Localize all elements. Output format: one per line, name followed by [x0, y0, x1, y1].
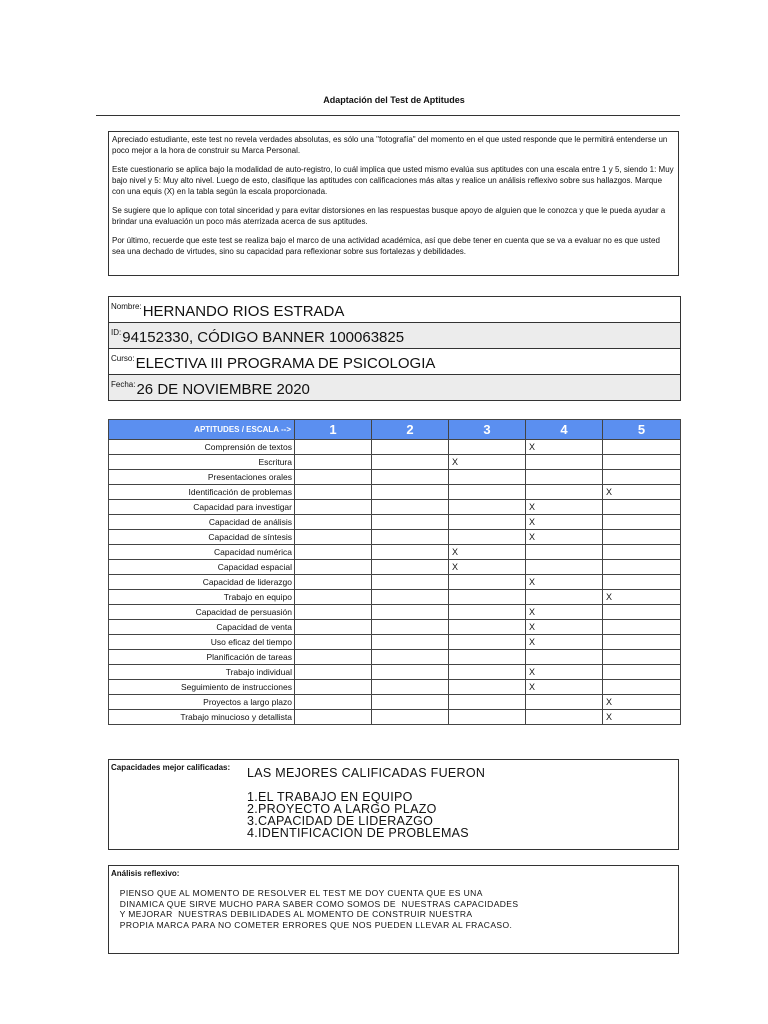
rating-cell-4[interactable]: X	[526, 440, 603, 455]
fecha-field[interactable]: 26 DE NOVIEMBRE 2020	[136, 381, 310, 398]
table-row	[109, 710, 681, 725]
rating-cell-1[interactable]	[295, 515, 372, 530]
rating-cell-3[interactable]	[449, 635, 526, 650]
rating-cell-1[interactable]	[295, 440, 372, 455]
fecha-label: Fecha:	[111, 380, 136, 389]
rating-cell-2[interactable]	[372, 545, 449, 560]
rating-cell-5[interactable]	[603, 680, 681, 695]
rating-cell-4[interactable]: X	[526, 665, 603, 680]
aptitude-name: Capacidad de síntesis	[109, 530, 295, 545]
reflection-line: PROPIA MARCA PARA NO COMETER ERRORES QUE NOS PUEDEN LLEVAR AL FRACASO.	[117, 919, 513, 930]
aptitude-name: Capacidad de análisis	[109, 515, 295, 530]
rating-cell-2[interactable]	[372, 665, 449, 680]
table-row	[109, 470, 681, 485]
rating-cell-4[interactable]	[526, 470, 603, 485]
rating-cell-2[interactable]	[372, 620, 449, 635]
rating-cell-4[interactable]: X	[526, 530, 603, 545]
aptitudes-table-body	[109, 440, 681, 725]
rating-cell-3[interactable]	[449, 650, 526, 665]
intro-box	[108, 131, 679, 276]
id-label: ID:	[111, 328, 122, 337]
rating-cell-5[interactable]	[603, 440, 681, 455]
id-field[interactable]: 94152330, CÓDIGO BANNER 100063825	[122, 329, 405, 346]
rating-cell-2[interactable]	[372, 530, 449, 545]
table-row	[109, 500, 681, 515]
rating-cell-3[interactable]	[449, 680, 526, 695]
rating-cell-4[interactable]	[526, 695, 603, 710]
rating-cell-1[interactable]	[295, 575, 372, 590]
rating-cell-5[interactable]	[603, 515, 681, 530]
curso-label: Curso:	[111, 354, 135, 363]
nombre-row	[109, 297, 680, 323]
best-rated-line: 1.EL TRABAJO EN EQUIPO	[247, 790, 413, 804]
rating-cell-2[interactable]	[372, 515, 449, 530]
rating-cell-2[interactable]	[372, 635, 449, 650]
rating-cell-1[interactable]	[295, 710, 372, 725]
aptitude-name: Proyectos a largo plazo	[109, 695, 295, 710]
rating-cell-2[interactable]	[372, 560, 449, 575]
aptitudes-scale-header: APTITUDES / ESCALA -->	[109, 420, 295, 440]
rating-cell-1[interactable]	[295, 635, 372, 650]
aptitude-name: Planificación de tareas	[109, 650, 295, 665]
rating-cell-2[interactable]	[372, 470, 449, 485]
rating-cell-4[interactable]: X	[526, 575, 603, 590]
title-divider	[96, 115, 680, 116]
rating-cell-3[interactable]	[449, 515, 526, 530]
aptitude-name: Escritura	[109, 455, 295, 470]
rating-cell-3[interactable]	[449, 665, 526, 680]
rating-cell-5[interactable]: X	[603, 485, 681, 500]
reflection-line: PIENSO QUE AL MOMENTO DE RESOLVER EL TEST ME DOY CUENTA QUE ES UNA	[117, 888, 483, 898]
rating-cell-4[interactable]: X	[526, 605, 603, 620]
scale-header-1: 1	[295, 420, 372, 440]
rating-cell-3[interactable]	[449, 575, 526, 590]
rating-cell-4[interactable]	[526, 590, 603, 605]
rating-cell-1[interactable]	[295, 590, 372, 605]
aptitude-name: Capacidad espacial	[109, 560, 295, 575]
rating-cell-2[interactable]	[372, 605, 449, 620]
rating-cell-5[interactable]	[603, 470, 681, 485]
rating-cell-3[interactable]	[449, 695, 526, 710]
rating-cell-5[interactable]	[603, 455, 681, 470]
rating-cell-3[interactable]	[449, 500, 526, 515]
rating-cell-4[interactable]: X	[526, 515, 603, 530]
table-row	[109, 605, 681, 620]
rating-cell-5[interactable]: X	[603, 590, 681, 605]
rating-cell-1[interactable]	[295, 680, 372, 695]
table-header-row	[109, 420, 681, 440]
best-rated-text[interactable]	[247, 767, 485, 839]
rating-cell-2[interactable]	[372, 455, 449, 470]
rating-cell-1[interactable]	[295, 470, 372, 485]
rating-cell-1[interactable]	[295, 620, 372, 635]
rating-cell-2[interactable]	[372, 650, 449, 665]
best-rated-line: 2.PROYECTO A LARGO PLAZO	[247, 802, 437, 816]
rating-cell-1[interactable]	[295, 545, 372, 560]
rating-cell-1[interactable]	[295, 455, 372, 470]
rating-cell-2[interactable]	[372, 710, 449, 725]
rating-cell-3[interactable]	[449, 470, 526, 485]
best-rated-line: LAS MEJORES CALIFICADAS FUERON	[247, 766, 486, 780]
curso-field[interactable]: ELECTIVA III PROGRAMA DE PSICOLOGIA	[135, 355, 436, 372]
table-row	[109, 680, 681, 695]
rating-cell-1[interactable]	[295, 530, 372, 545]
rating-cell-5[interactable]: X	[603, 710, 681, 725]
nombre-label: Nombre:	[111, 302, 142, 311]
rating-cell-2[interactable]	[372, 590, 449, 605]
rating-cell-4[interactable]	[526, 710, 603, 725]
best-rated-line: 4.IDENTIFICACION DE PROBLEMAS	[247, 826, 469, 840]
intro-paragraph: Este cuestionario se aplica bajo la modalidad de auto-registro, lo cuál implica que usted mismo evalúa sus aptitudes con una escala entre 1 y 5, siendo 1: Muy bajo nivel y 5: Muy alto nivel. Luego de esto, clasifique las aptitudes con calificaciones más altas y realice un análisis reflexivo sobre sus hallazgos. Marque con una equis (X) en la tabla según la escala proporcionada.	[112, 165, 674, 196]
reflection-text[interactable]	[117, 888, 518, 930]
rating-cell-2[interactable]	[372, 575, 449, 590]
rating-cell-2[interactable]	[372, 485, 449, 500]
reflection-box	[108, 865, 679, 954]
table-row	[109, 515, 681, 530]
rating-cell-2[interactable]	[372, 440, 449, 455]
table-row	[109, 455, 681, 470]
reflection-line: Y MEJORAR NUESTRAS DEBILIDADES AL MOMENTO DE CONSTRUIR NUESTRA	[117, 909, 473, 919]
rating-cell-4[interactable]: X	[526, 680, 603, 695]
rating-cell-4[interactable]: X	[526, 635, 603, 650]
table-row	[109, 485, 681, 500]
aptitude-name: Seguimiento de instrucciones	[109, 680, 295, 695]
scale-header-5: 5	[603, 420, 681, 440]
rating-cell-5[interactable]	[603, 635, 681, 650]
rating-cell-5[interactable]	[603, 665, 681, 680]
rating-cell-3[interactable]	[449, 530, 526, 545]
fecha-row	[109, 375, 680, 401]
reflection-label: Análisis reflexivo:	[111, 869, 180, 878]
intro-paragraph: Se sugiere que lo aplique con total sinceridad y para evitar distorsiones en las respuestas busque apoyo de alguien que le conozca y que le pueda ayudar a brindar una evaluación un poco más aterrizada acerca de sus aptitudes.	[112, 206, 666, 226]
table-row	[109, 665, 681, 680]
rating-cell-3[interactable]	[449, 485, 526, 500]
aptitude-name: Presentaciones orales	[109, 470, 295, 485]
aptitude-name: Trabajo individual	[109, 665, 295, 680]
best-rated-box	[108, 759, 679, 850]
scale-header-2: 2	[372, 420, 449, 440]
table-row	[109, 560, 681, 575]
rating-cell-3[interactable]: X	[449, 545, 526, 560]
aptitude-name: Capacidad para investigar	[109, 500, 295, 515]
aptitudes-table	[108, 419, 681, 725]
rating-cell-1[interactable]	[295, 500, 372, 515]
student-info-form	[108, 296, 681, 401]
table-row	[109, 530, 681, 545]
nombre-field[interactable]: HERNANDO RIOS ESTRADA	[142, 303, 345, 320]
aptitude-name: Capacidad de liderazgo	[109, 575, 295, 590]
rating-cell-3[interactable]	[449, 710, 526, 725]
intro-paragraph: Apreciado estudiante, este test no revela verdades absolutas, es sólo una "fotografía" del momento en el que usted responde que le permitirá entenderse un poco mejor a la hora de construir su Marca Personal.	[112, 135, 668, 155]
table-row	[109, 545, 681, 560]
rating-cell-1[interactable]	[295, 560, 372, 575]
rating-cell-1[interactable]	[295, 695, 372, 710]
aptitude-name: Uso eficaz del tiempo	[109, 635, 295, 650]
table-row	[109, 620, 681, 635]
rating-cell-5[interactable]	[603, 560, 681, 575]
rating-cell-1[interactable]	[295, 665, 372, 680]
table-row	[109, 635, 681, 650]
document-title: Adaptación del Test de Aptitudes	[323, 95, 465, 105]
rating-cell-5[interactable]	[603, 575, 681, 590]
rating-cell-4[interactable]: X	[526, 620, 603, 635]
rating-cell-1[interactable]	[295, 650, 372, 665]
rating-cell-3[interactable]	[449, 605, 526, 620]
rating-cell-4[interactable]	[526, 455, 603, 470]
best-rated-label: Capacidades mejor calificadas:	[111, 763, 231, 772]
id-row	[109, 323, 680, 349]
rating-cell-5[interactable]: X	[603, 695, 681, 710]
rating-cell-3[interactable]	[449, 590, 526, 605]
rating-cell-4[interactable]	[526, 560, 603, 575]
rating-cell-4[interactable]: X	[526, 500, 603, 515]
aptitude-name: Trabajo en equipo	[109, 590, 295, 605]
rating-cell-3[interactable]: X	[449, 560, 526, 575]
aptitude-name: Identificación de problemas	[109, 485, 295, 500]
reflection-line: DINAMICA QUE SIRVE MUCHO PARA SABER COMO SOMOS DE NUESTRAS CAPACIDADES	[117, 898, 519, 909]
scale-header-4: 4	[526, 420, 603, 440]
rating-cell-2[interactable]	[372, 680, 449, 695]
rating-cell-5[interactable]	[603, 650, 681, 665]
best-rated-line: 3.CAPACIDAD DE LIDERAZGO	[247, 814, 434, 828]
aptitude-name: Trabajo minucioso y detallista	[109, 710, 295, 725]
rating-cell-1[interactable]	[295, 605, 372, 620]
intro-paragraph: Por último, recuerde que este test se realiza bajo el marco de una actividad académica, así que debe tener en cuenta que se va a evaluar no es que usted sea una dechado de virtudes, sino su capacidad para reflexionar sobre sus fortalezas y debilidades.	[112, 236, 660, 256]
aptitude-name: Capacidad de persuasión	[109, 605, 295, 620]
rating-cell-1[interactable]	[295, 485, 372, 500]
rating-cell-3[interactable]	[449, 620, 526, 635]
rating-cell-4[interactable]	[526, 545, 603, 560]
rating-cell-5[interactable]	[603, 605, 681, 620]
rating-cell-5[interactable]	[603, 620, 681, 635]
table-row	[109, 695, 681, 710]
rating-cell-4[interactable]	[526, 650, 603, 665]
aptitude-name: Capacidad de venta	[109, 620, 295, 635]
rating-cell-4[interactable]	[526, 485, 603, 500]
rating-cell-2[interactable]	[372, 500, 449, 515]
rating-cell-2[interactable]	[372, 695, 449, 710]
rating-cell-3[interactable]: X	[449, 455, 526, 470]
rating-cell-5[interactable]	[603, 530, 681, 545]
table-row	[109, 575, 681, 590]
aptitude-name: Capacidad numérica	[109, 545, 295, 560]
curso-row	[109, 349, 680, 375]
table-row	[109, 440, 681, 455]
rating-cell-5[interactable]	[603, 500, 681, 515]
scale-header-3: 3	[449, 420, 526, 440]
table-row	[109, 590, 681, 605]
aptitude-name: Comprensión de textos	[109, 440, 295, 455]
table-row	[109, 650, 681, 665]
rating-cell-3[interactable]	[449, 440, 526, 455]
rating-cell-5[interactable]	[603, 545, 681, 560]
